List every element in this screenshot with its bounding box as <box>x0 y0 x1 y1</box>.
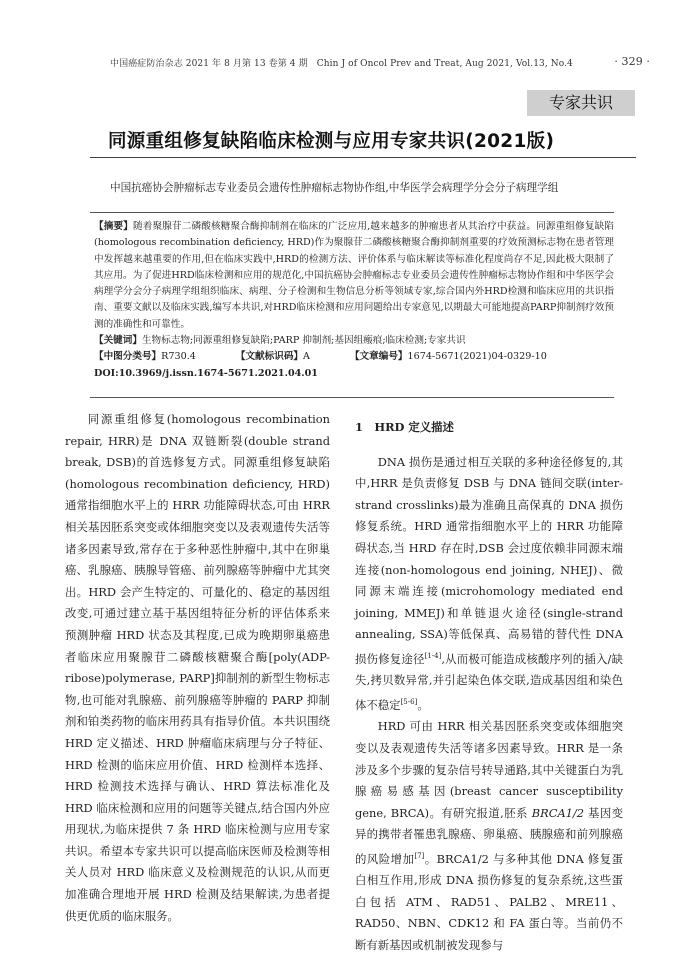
citation-5-6[interactable]: [5-6] <box>400 697 418 706</box>
keywords <box>94 333 614 349</box>
citation-7[interactable]: [7] <box>414 851 425 860</box>
author-affiliation: 中国抗癌协会肿瘤标志专业委员会遗传性肿瘤标志物协作组,中华医学会病理学分会分子病理学组 <box>110 182 559 194</box>
doc-code-value: A <box>303 351 310 363</box>
article-title: 同源重组修复缺陷临床检测与应用专家共识(2021版) <box>108 131 555 152</box>
p1-text-a: DNA 损伤是通过相互关联的多种途径修复的,其中,HRR 是负责修复 DSB 与 DNA 链间交联(inter-strand crosslinks)最为准确且高保真的 DNA 损伤修复系统。HRD 通常指细胞水平上的 HRR 功能障碍状态,当 HRD 存在时,DSB 会过度依赖非同源末端连接(non-homologous end joining, NHEJ)、微同源末端连接(microhomology mediated end joining, MMEJ)和单链退火途径(single-strand annealing, SSA)等低保真、高易错的替代性 DNA 损伤修复途径 <box>355 454 623 666</box>
section-heading: 1 HRD 定义描述 <box>355 420 454 434</box>
article-no-label: 【文章编号】 <box>349 351 408 363</box>
p1-text-c: 。 <box>417 697 429 712</box>
p2-text-a: HRD 可由 HRR 相关基因胚系突变或体细胞突变以及表观遗传失活等诸多因素导致。HRR 是一条涉及多个步骤的复杂信号转导通路,其中关键蛋白为乳腺癌易感基因(breast cancer susceptibility gene, BRCA)。有研究报道,胚系 <box>355 719 623 820</box>
classification-line <box>94 349 614 365</box>
left-column <box>65 409 330 927</box>
p1-text-b: ,从而极可能造成核酸序列的插入/缺失,拷贝数异常,并引起染色体交联,造成基因组和染色体不稳定 <box>355 651 623 712</box>
intro-paragraph: 同源重组修复(homologous recombination repair, HRR)是 DNA 双链断裂(double strand break, DSB)的首选修复方式。同源重组修复缺陷(homologous recombination deficiency, HRD)通常指细胞水平上的 HRR 功能障碍状态,可由 HRR 相关基因胚系突变或体细胞突变以及表观遗传失活等诸多因素导致,常存在于多种恶性肿瘤中,其中在卵巢癌、乳腺癌、胰腺导管癌、前列腺癌等肿瘤中尤其突出。HRD 会产生特定的、可量化的、稳定的基因组改变,可通过建立基于基因组特征分析的评估体系来预测肿瘤 HRD 状态及其程度,已成为晚期卵巢癌患者临床应用聚腺苷二磷酸核糖聚合酶[poly(ADP-ribose)polymerase, PARP]抑制剂的新型生物标志物,也可能对乳腺癌、前列腺癌等肿瘤的 PARP 抑制剂和铂类药物的临床用药具有指导价值。本共识围绕 HRD 定义描述、HRD 肿瘤临床病理与分子特征、HRD 检测的临床应用价值、HRD 检测样本选择、HRD 检测技术选择与确认、HRD 算法标准化及 HRD 临床检测和应用的问题等关键点,结合国内外应用现状,为临床提供 7 条 HRD 临床检测与应用专家共识。希望本专家共识可以提高临床医师及检测等相关人员对 HRD 临床意义及检测规范的认识,从而更加准确合理地开展 HRD 检测及结果解读,为患者提供更优质的临床服务。 <box>65 412 330 923</box>
doc-code-label: 【文献标识码】 <box>235 351 304 363</box>
page-number: · 329 · <box>614 55 650 68</box>
title-divider <box>90 157 636 158</box>
section-tag: 专家共识 <box>527 90 635 116</box>
gene-name: BRCA1/2 <box>531 805 585 820</box>
keywords-text: 生物标志物;同源重组修复缺陷;PARP 抑制剂;基因组瘢痕;临床检测;专家共识 <box>141 335 466 347</box>
citation-1-4[interactable]: [1-4] <box>424 651 442 660</box>
paragraph-1 <box>355 452 623 717</box>
abstract-label: 【摘要】 <box>94 221 134 232</box>
article-no-value: 1674-5671(2021)04-0329-10 <box>407 351 547 363</box>
clc-label: 【中图分类号】 <box>94 351 162 363</box>
paragraph-2 <box>355 716 623 956</box>
p2-text-c: 。BRCA1/2 与多种其他 DNA 修复蛋白相互作用,形成 DNA 损伤修复的复杂系统,这些蛋白包括 ATM、RAD51、PALB2、MRE11、RAD50、NBN、CDK12 和 FA 蛋白等。当前仍不断有新基因或机制被发现参与 <box>355 851 623 953</box>
abstract-text: 随着聚腺苷二磷酸核糖聚合酶抑制剂在临床的广泛应用,越来越多的肿瘤患者从其治疗中获益。同源重组修复缺陷(homologous recombination deficiency, HRD)作为聚腺苷二磷酸核糖聚合酶抑制剂重要的疗效预测标志物在患者管理中发挥越来越重要的作用,但在临床实践中,HRD的检测方法、评价体系与临床解读等标准化程度尚存不足,因此极大限制了其应用。为了促进HRD临床检测和应用的规范化,中国抗癌协会肿瘤标志专业委员会遗传性肿瘤标志物协作组和中华医学会病理学分会分子病理学组组织临床、病理、分子检测和生物信息分析等领域专家,综合国内外HRD检测和临床应用的共识指南、重要文献以及临床实践,编写本共识,对HRD临床检测和应用问题给出专家意见,以期最大可能地提高PARP抑制剂疗效预测的准确性和可靠性。 <box>94 221 614 330</box>
running-header <box>110 56 650 69</box>
clc-value: R730.4 <box>161 351 196 363</box>
doi: DOI:10.3969/j.issn.1674-5671.2021.04.01 <box>94 367 318 379</box>
running-head-text: 中国癌症防治杂志 2021 年 8 月第 13 卷第 4 期 Chin J of Oncol Prev and Treat, Aug 2021, Vol.13, No.4 <box>110 59 573 69</box>
right-column <box>355 409 623 957</box>
abstract <box>94 219 614 333</box>
abstract-box <box>90 212 614 398</box>
p2-text-b: 基因变异的携带者罹患乳腺癌、卵巢癌、胰腺癌和前列腺癌的风险增加 <box>355 805 623 866</box>
keywords-label: 【关键词】 <box>94 335 142 347</box>
